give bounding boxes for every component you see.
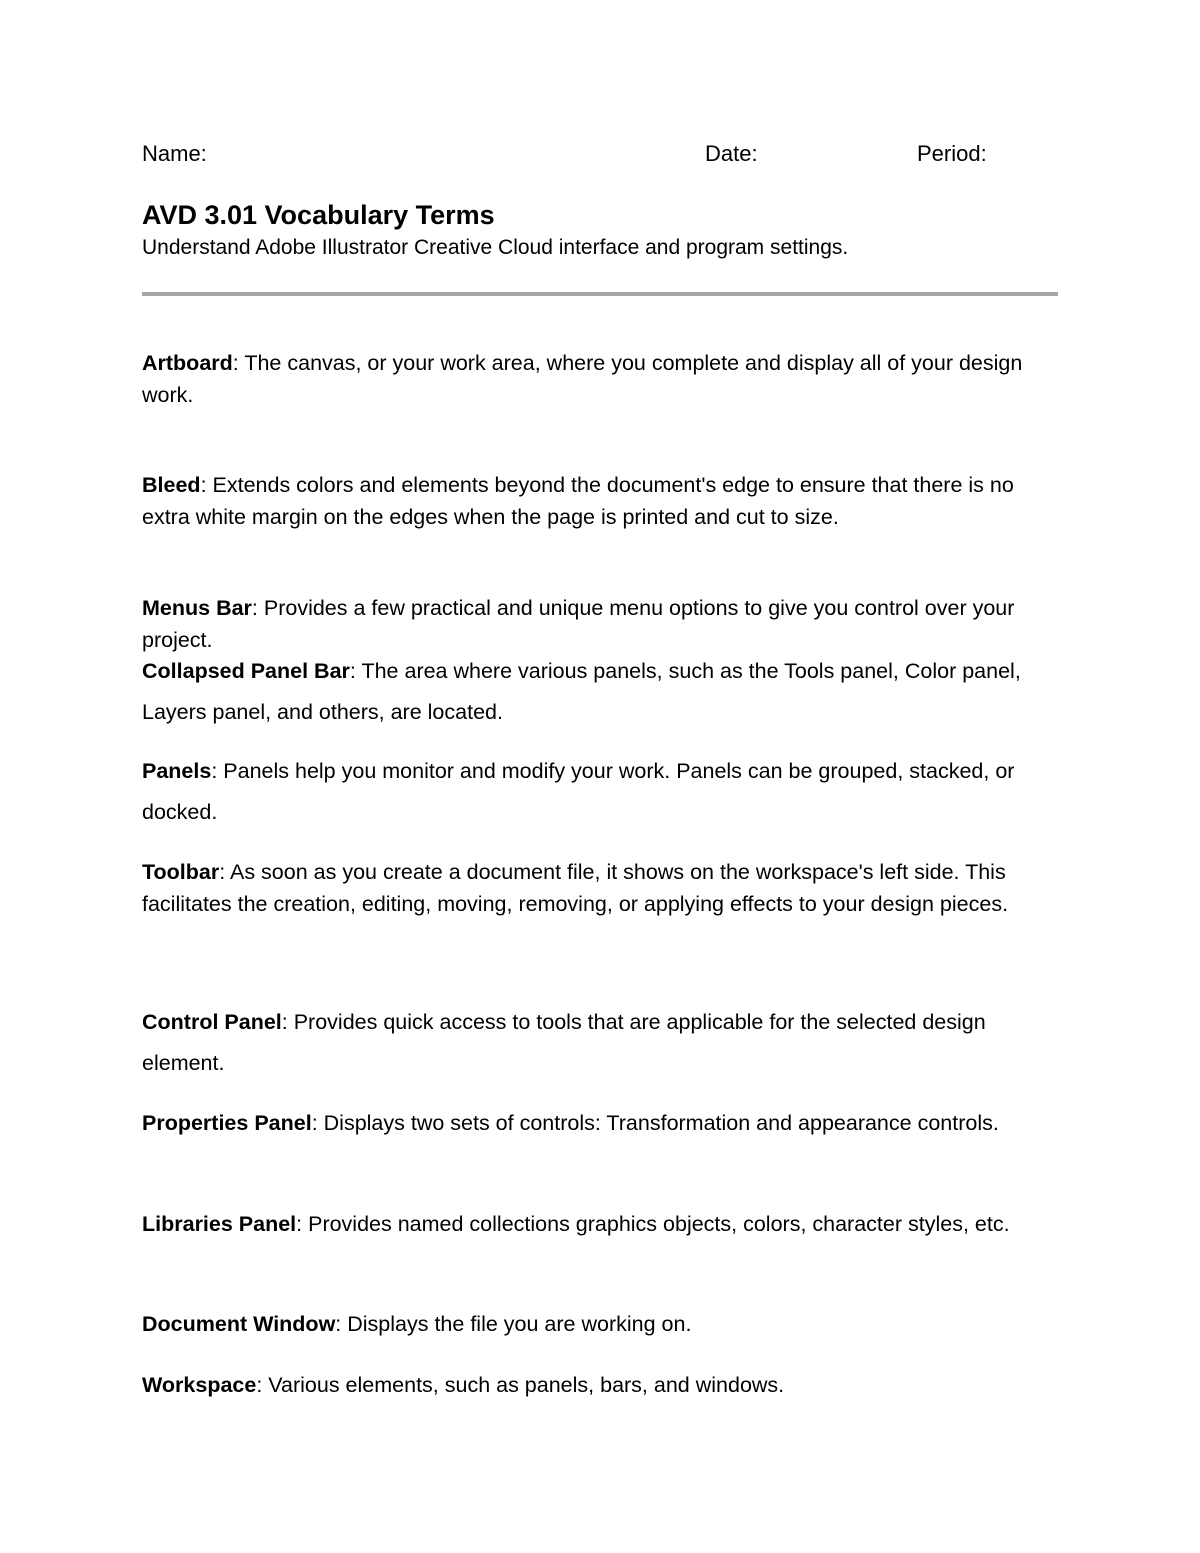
term-name: Menus Bar [142, 596, 252, 620]
term-entry-collapsed-panel-bar [142, 651, 1062, 733]
term-definition: : Various elements, such as panels, bars, and windows. [256, 1373, 785, 1397]
term-definition: : Provides a few practical and unique menu options to give you control over your project. [142, 596, 1015, 652]
term-entry-bleed [142, 470, 1062, 533]
term-definition: : Extends colors and elements beyond the document's edge to ensure that there is no extra white margin on the edges when the page is printed and cut to size. [142, 473, 1014, 529]
term-entry-control-panel [142, 1002, 1062, 1084]
period-label: Period: [917, 141, 987, 166]
term-entry-libraries-panel [142, 1204, 1062, 1245]
term-definition: : Displays the file you are working on. [335, 1312, 692, 1336]
date-label: Date: [705, 141, 758, 166]
term-name: Properties Panel [142, 1111, 312, 1135]
term-entry-menus-bar [142, 593, 1062, 656]
term-name: Artboard [142, 351, 233, 375]
header-divider [142, 292, 1058, 296]
term-name: Toolbar [142, 860, 220, 884]
term-name: Libraries Panel [142, 1212, 297, 1236]
term-entry-artboard [142, 348, 1062, 411]
term-name: Document Window [142, 1312, 336, 1336]
term-definition: : The area where various panels, such as the Tools panel, Color panel, Layers panel, and others, are located. [142, 659, 1021, 724]
term-definition: : As soon as you create a document file, it shows on the workspace's left side. This facilitates the creation, editing, moving, removing, or applying effects to your design pieces. [142, 860, 1009, 916]
term-definition: : The canvas, or your work area, where you complete and display all of your design work. [142, 351, 1023, 407]
term-name: Panels [142, 759, 212, 783]
term-definition: : Displays two sets of controls: Transformation and appearance controls. [311, 1111, 999, 1135]
term-definition: : Panels help you monitor and modify your work. Panels can be grouped, stacked, or docked. [142, 759, 1015, 824]
term-entry-document-window [142, 1309, 1062, 1341]
page-subtitle: Understand Adobe Illustrator Creative Cloud interface and program settings. [142, 236, 849, 259]
term-name: Bleed [142, 473, 201, 497]
term-name: Control Panel [142, 1010, 282, 1034]
page-title: AVD 3.01 Vocabulary Terms [142, 200, 495, 230]
student-info-header [142, 141, 1058, 171]
term-entry-workspace [142, 1370, 1062, 1402]
term-definition: : Provides quick access to tools that are applicable for the selected design element. [142, 1010, 986, 1075]
term-entry-toolbar [142, 857, 1062, 920]
term-entry-properties-panel [142, 1103, 1062, 1144]
term-entry-panels [142, 751, 1062, 833]
term-name: Collapsed Panel Bar [142, 659, 350, 683]
name-label: Name: [142, 141, 207, 166]
term-name: Workspace [142, 1373, 257, 1397]
term-definition: : Provides named collections graphics objects, colors, character styles, etc. [296, 1212, 1010, 1236]
